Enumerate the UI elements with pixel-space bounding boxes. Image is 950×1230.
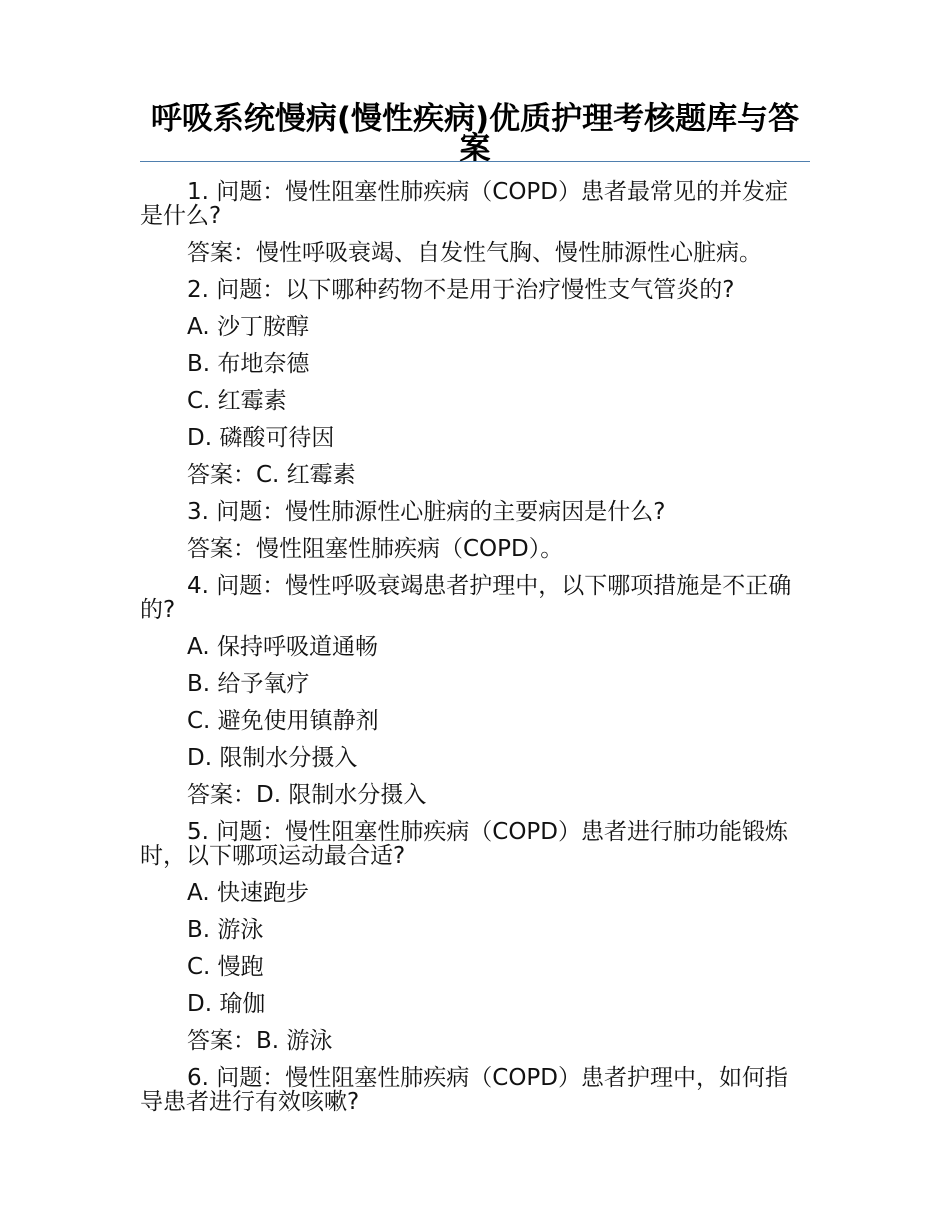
- question-2: 2. 问题：以下哪种药物不是用于治疗慢性支气管炎的?: [187, 277, 735, 303]
- question-3: 3. 问题：慢性肺源性心脏病的主要病因是什么?: [187, 499, 666, 525]
- answer-4: 答案：D. 限制水分摄入: [187, 782, 427, 808]
- title-underline: [140, 161, 810, 162]
- option-4d: D. 限制水分摄入: [187, 745, 358, 771]
- question-4: 4. 问题：慢性呼吸衰竭患者护理中，以下哪项措施是不正确的?: [140, 573, 792, 623]
- option-5b: B. 游泳: [187, 917, 264, 943]
- option-2d: D. 磷酸可待因: [187, 425, 335, 451]
- question-1: 1. 问题：慢性阻塞性肺疾病（COPD）患者最常见的并发症是什么?: [140, 179, 788, 229]
- option-2c: C. 红霉素: [187, 388, 287, 414]
- option-4c: C. 避免使用镇静剂: [187, 708, 379, 734]
- option-4b: B. 给予氧疗: [187, 671, 310, 697]
- question-6: 6. 问题：慢性阻塞性肺疾病（COPD）患者护理中，如何指导患者进行有效咳嗽?: [140, 1065, 788, 1115]
- option-5c: C. 慢跑: [187, 954, 264, 980]
- option-5d: D. 瑜伽: [187, 991, 266, 1017]
- answer-5: 答案：B. 游泳: [187, 1028, 333, 1054]
- option-4a: A. 保持呼吸道通畅: [187, 634, 378, 660]
- option-2b: B. 布地奈德: [187, 351, 310, 377]
- document-body: [140, 180, 810, 1127]
- answer-3: 答案：慢性阻塞性肺疾病（COPD）。: [187, 536, 564, 562]
- document-title: 呼吸系统慢病(慢性疾病)优质护理考核题库与答案: [150, 101, 800, 167]
- answer-1: 答案：慢性呼吸衰竭、自发性气胸、慢性肺源性心脏病。: [187, 240, 762, 266]
- answer-2: 答案：C. 红霉素: [187, 462, 356, 488]
- option-5a: A. 快速跑步: [187, 880, 309, 906]
- option-2a: A. 沙丁胺醇: [187, 314, 309, 340]
- question-5: 5. 问题：慢性阻塞性肺疾病（COPD）患者进行肺功能锻炼时，以下哪项运动最合适?: [140, 819, 788, 869]
